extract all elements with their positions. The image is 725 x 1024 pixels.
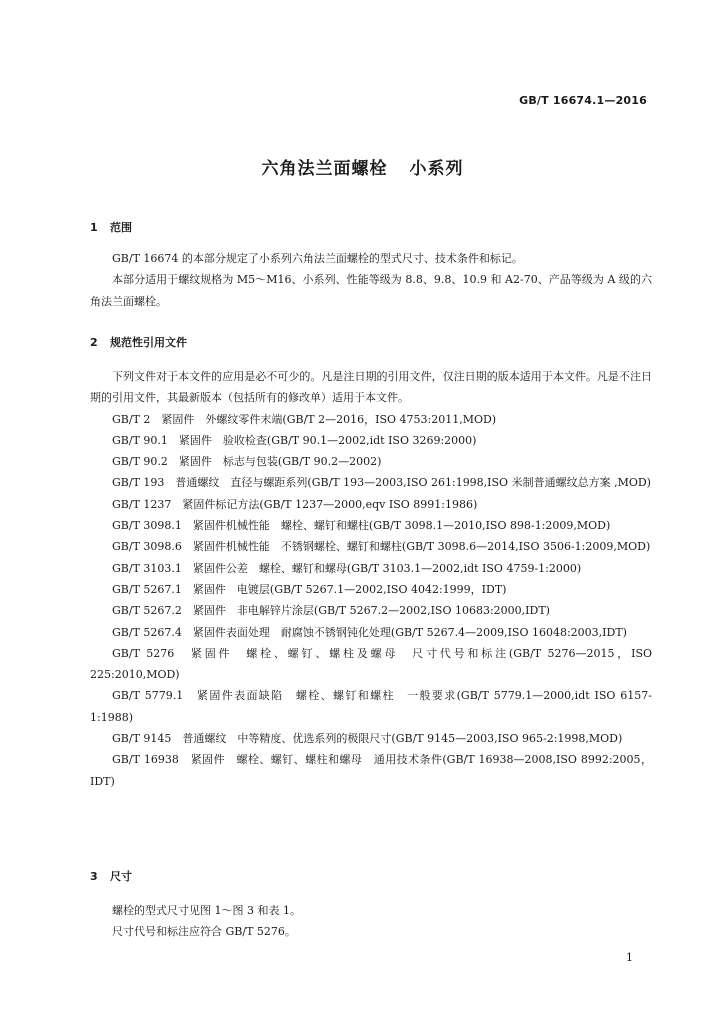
reference-item: GB/T 193 普通螺纹 直径与螺距系列(GB/T 193—2003,ISO 261:1998,ISO 米制普通螺纹总方案 ,MOD): [112, 476, 651, 490]
section-1-body: [90, 248, 652, 312]
section-1-heading: [90, 219, 132, 235]
reference-item: GB/T 3098.1 紧固件机械性能 螺栓、螺钉和螺柱(GB/T 3098.1—2010,ISO 898-1:2009,MOD): [112, 519, 611, 533]
reference-item: GB/T 5779.1 紧固件表面缺陷 螺栓、螺钉和螺柱 一般要求(GB/T 5779.1—2000,idt ISO 6157-1:1988): [90, 689, 652, 724]
title-main: 六角法兰面螺栓: [261, 159, 388, 179]
paragraph: 下列文件对于本文件的应用是必不可少的。凡是注日期的引用文件，仅注日期的版本适用于本文件。凡是不注日期的引用文件，其最新版本（包括所有的修改单）适用于本文件。: [90, 370, 652, 405]
section-3-heading: [90, 868, 132, 884]
section-2-heading: [90, 334, 187, 350]
paragraph: 本部分适用于螺纹规格为 M5～M16、小系列、性能等级为 8.8、9.8、10.9 和 A2-70、产品等级为 A 级的六角法兰面螺栓。: [90, 273, 652, 308]
reference-item: GB/T 2 紧固件 外螺纹零件末端(GB/T 2—2016，ISO 4753:2011,MOD): [112, 412, 497, 426]
reference-item: GB/T 5267.2 紧固件 非电解锌片涂层(GB/T 5267.2—2002,ISO 10683:2000,IDT): [112, 604, 550, 618]
reference-item: GB/T 5276 紧固件 螺栓、螺钉、螺柱及螺母 尺寸代号和标注(GB/T 5276—2015，ISO 225:2010,MOD): [90, 646, 652, 682]
reference-item: GB/T 90.2 紧固件 标志与包装(GB/T 90.2—2002): [112, 455, 382, 469]
paragraph: GB/T 16674 的本部分规定了小系列六角法兰面螺栓的型式尺寸、技术条件和标记。: [112, 252, 523, 265]
title-sub: 小系列: [409, 159, 464, 179]
section-number: 1: [90, 221, 98, 234]
section-title: 尺寸: [110, 870, 132, 883]
reference-item: GB/T 5267.4 紧固件表面处理 耐腐蚀不锈钢钝化处理(GB/T 5267.4—2009,ISO 16048:2003,IDT): [112, 625, 627, 639]
section-number: 2: [90, 336, 98, 349]
paragraph: 螺栓的型式尺寸见图 1～图 3 和表 1。: [112, 904, 301, 917]
reference-item: GB/T 5267.1 紧固件 电镀层(GB/T 5267.1—2002,ISO 4042:1999，IDT): [112, 582, 507, 596]
paragraph: 尺寸代号和标注应符合 GB/T 5276。: [112, 925, 296, 939]
reference-item: GB/T 9145 普通螺纹 中等精度、优选系列的极限尺寸(GB/T 9145—2003,ISO 965-2:1998,MOD): [112, 732, 623, 746]
reference-item: GB/T 3103.1 紧固件公差 螺栓、螺钉和螺母(GB/T 3103.1—2002,idt ISO 4759-1:2000): [112, 561, 582, 575]
section-2-body: [90, 366, 652, 792]
standard-code: GB/T 16674.1—2016: [519, 94, 647, 107]
reference-item: GB/T 16938 紧固件 螺栓、螺钉、螺柱和螺母 通用技术条件(GB/T 16938—2008,ISO 8992:2005，IDT): [90, 753, 652, 788]
document-title: [0, 154, 725, 179]
section-3-body: [90, 900, 652, 943]
page-number: 1: [626, 951, 633, 964]
reference-item: GB/T 1237 紧固件标记方法(GB/T 1237—2000,eqv ISO 8991:1986): [112, 497, 478, 511]
section-number: 3: [90, 870, 98, 883]
reference-item: GB/T 90.1 紧固件 验收检查(GB/T 90.1—2002,idt ISO 3269:2000): [112, 433, 477, 447]
section-title: 规范性引用文件: [110, 336, 187, 349]
section-title: 范围: [110, 221, 132, 234]
reference-item: GB/T 3098.6 紧固件机械性能 不锈钢螺栓、螺钉和螺柱(GB/T 3098.6—2014,ISO 3506-1:2009,MOD): [112, 540, 651, 554]
